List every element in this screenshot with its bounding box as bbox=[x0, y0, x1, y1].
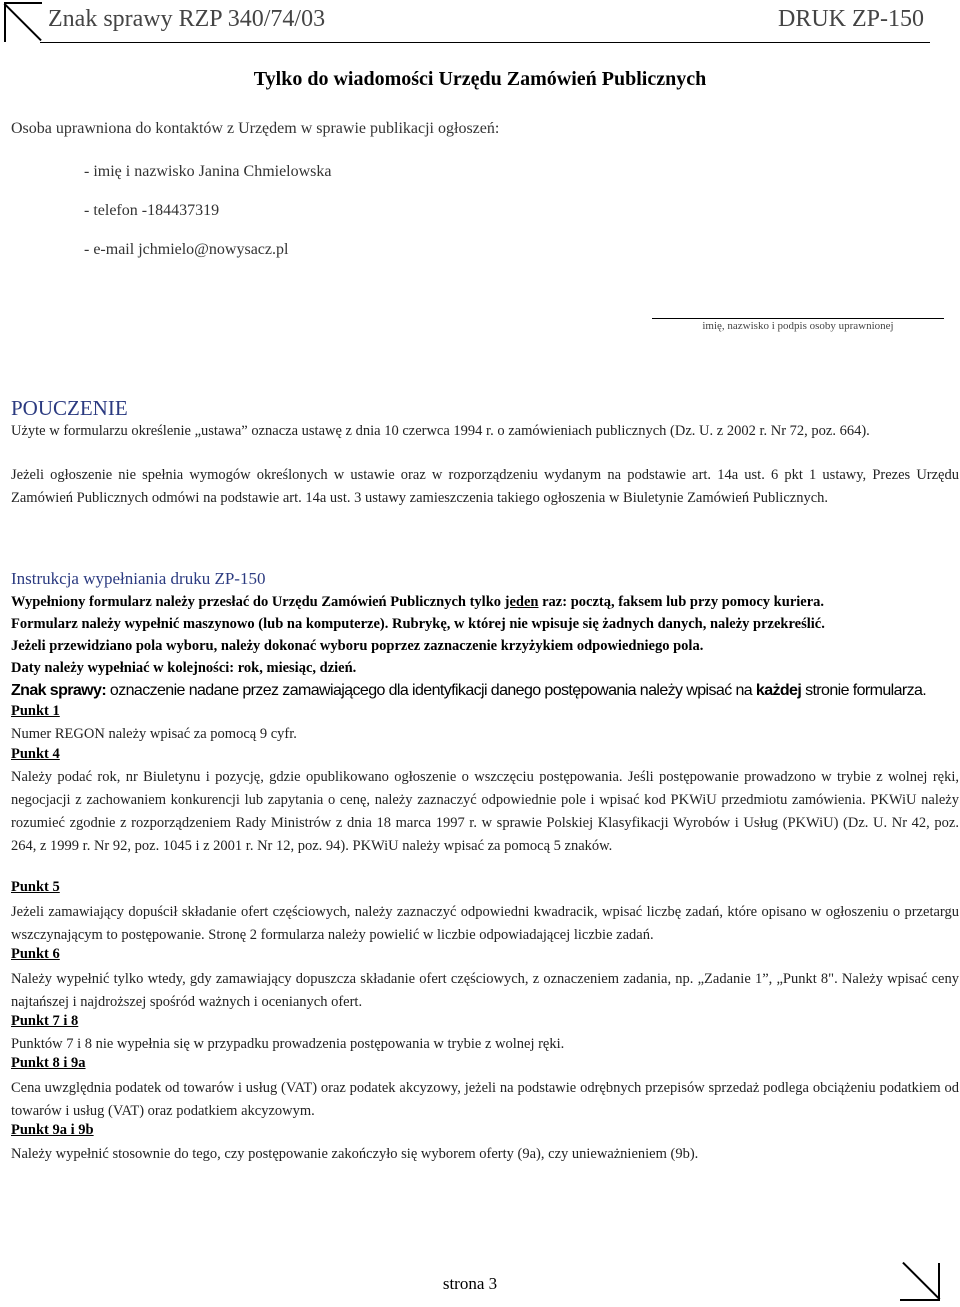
corner-mark-bottom-right bbox=[900, 1263, 940, 1301]
contact-name: - imię i nazwisko Janina Chmielowska bbox=[84, 163, 332, 180]
page-title: Tylko do wiadomości Urzędu Zamówień Publicznych bbox=[253, 68, 707, 90]
signature-line bbox=[652, 318, 944, 319]
point-4-heading: Punkt 4 bbox=[11, 746, 60, 762]
page-number: strona 3 bbox=[442, 1274, 498, 1293]
point-5-heading: Punkt 5 bbox=[11, 879, 60, 895]
instructions-heading: Instrukcja wypełniania druku ZP-150 bbox=[11, 569, 266, 588]
form-name: DRUK ZP-150 bbox=[777, 6, 924, 32]
pouczenie-heading: POUCZENIE bbox=[11, 396, 128, 420]
corner-mark-top-left bbox=[4, 2, 42, 42]
point-1-text: Numer REGON należy wpisać za pomocą 9 cyfr. bbox=[11, 726, 297, 742]
point-9a-9b-heading: Punkt 9a i 9b bbox=[11, 1122, 94, 1138]
signature-caption: imię, nazwisko i podpis osoby uprawnionej bbox=[702, 320, 894, 332]
point-6-heading: Punkt 6 bbox=[11, 946, 60, 962]
point-6-text: Należy wypełnić tylko wtedy, gdy zamawiający dopuszcza składanie ofert częściowych, z oznaczeniem zadania, np. „Zadanie 1”, „Punkt 8". Należy wpisać ceny najtańszej i najdroższej spośród ważnych i ocenianych ofert. bbox=[11, 971, 959, 1010]
instruction-line-3: Jeżeli przewidziano pola wyboru, należy dokonać wyboru poprzez zaznaczenie krzyżykiem odpowiedniego pola. bbox=[11, 638, 704, 654]
point-7-8-heading: Punkt 7 i 8 bbox=[11, 1013, 79, 1029]
case-sign-instruction: Znak sprawy: oznaczenie nadane przez zamawiającego dla identyfikacji danego postępowania należy wpisać na każdej stronie formularza. bbox=[11, 682, 927, 699]
point-7-8-text: Punktów 7 i 8 nie wypełnia się w przypadku prowadzenia postępowania w trybie z wolnej ręki. bbox=[11, 1036, 565, 1052]
point-1-heading: Punkt 1 bbox=[11, 703, 60, 719]
point-9a-9b-text: Należy wypełnić stosownie do tego, czy postępowanie zakończyło się wyborem oferty (9a), czy unieważnieniem (9b). bbox=[11, 1146, 699, 1162]
contact-intro: Osoba uprawniona do kontaktów z Urzędem w sprawie publikacji ogłoszeń: bbox=[11, 120, 500, 137]
instructions-bold-block bbox=[11, 591, 825, 679]
contact-email: - e-mail jchmielo@nowysacz.pl bbox=[84, 241, 289, 258]
case-sign: Znak sprawy RZP 340/74/03 bbox=[48, 6, 326, 32]
instruction-line-4: Daty należy wypełniać w kolejności: rok, miesiąc, dzień. bbox=[11, 660, 357, 676]
point-4-text: Należy podać rok, nr Biuletynu i pozycję, gdzie opublikowano ogłoszenie o wszczęciu postępowania. Jeśli postępowanie prowadzono w trybie z wolnej ręki, negocjacji z zachowaniem konkurencji lub zapytania o cenę, należy zaznaczyć odpowiednie pole i wpisać kod PKWiU przedmiotu zamówienia. PKWiU należy rozumieć zgodnie z rozporządzeniem Rady Ministrów z dnia 18 marca 1997 r. w sprawie Polskiej Klasyfikacji Wyrobów i Usług (PKWiU) (Dz. U. Nr 42, poz. 264, z 1999 r. Nr 92, poz. 1045 i z 2001 r. Nr 12, poz. 94). PKWiU należy wpisać za pomocą 5 znaków. bbox=[11, 769, 959, 854]
pouczenie-paragraph-1: Użyte w formularzu określenie „ustawa” oznacza ustawę z dnia 10 czerwca 1994 r. o zamówieniach publicznych (Dz. U. z 2002 r. Nr 72, poz. 664). bbox=[11, 423, 870, 439]
instruction-line-2: Formularz należy wypełnić maszynowo (lub na komputerze). Rubrykę, w której nie wpisuje się żadnych danych, należy przekreślić. bbox=[11, 616, 825, 632]
contact-phone: - telefon -184437319 bbox=[84, 202, 220, 219]
point-8-9a-text: Cena uwzględnia podatek od towarów i usług (VAT) oraz podatek akcyzowy, jeżeli na podstawie odrębnych przepisów sprzedaż podlega obciążeniu podatkiem od towarów i usług (VAT) oraz podatkiem akcyzowym. bbox=[11, 1080, 959, 1119]
pouczenie-paragraph-2: Jeżeli ogłoszenie nie spełnia wymogów określonych w ustawie oraz w rozporządzeniu wydanym na podstawie art. 14a ust. 6 pkt 1 ustawy, Prezes Urzędu Zamówień Publicznych odmówi na podstawie art. 14a ust. 3 ustawy zamieszczenia takiego ogłoszenia w Biuletynie Zamówień Publicznych. bbox=[11, 467, 959, 506]
instruction-line-1: Wypełniony formularz należy przesłać do Urzędu Zamówień Publicznych tylko jeden raz: pocztą, faksem lub przy pomocy kuriera. bbox=[11, 594, 825, 610]
point-5-text: Jeżeli zamawiający dopuścił składanie ofert częściowych, należy zaznaczyć odpowiedni kwadracik, wpisać liczbę zadań, które opisano w ogłoszeniu o przetargu wszczynającym to postępowanie. Stronę 2 formularza należy powielić w liczbie odpowiadającej liczbie zadań. bbox=[11, 904, 959, 943]
header-rule bbox=[40, 42, 930, 43]
point-8-9a-heading: Punkt 8 i 9a bbox=[11, 1055, 86, 1071]
